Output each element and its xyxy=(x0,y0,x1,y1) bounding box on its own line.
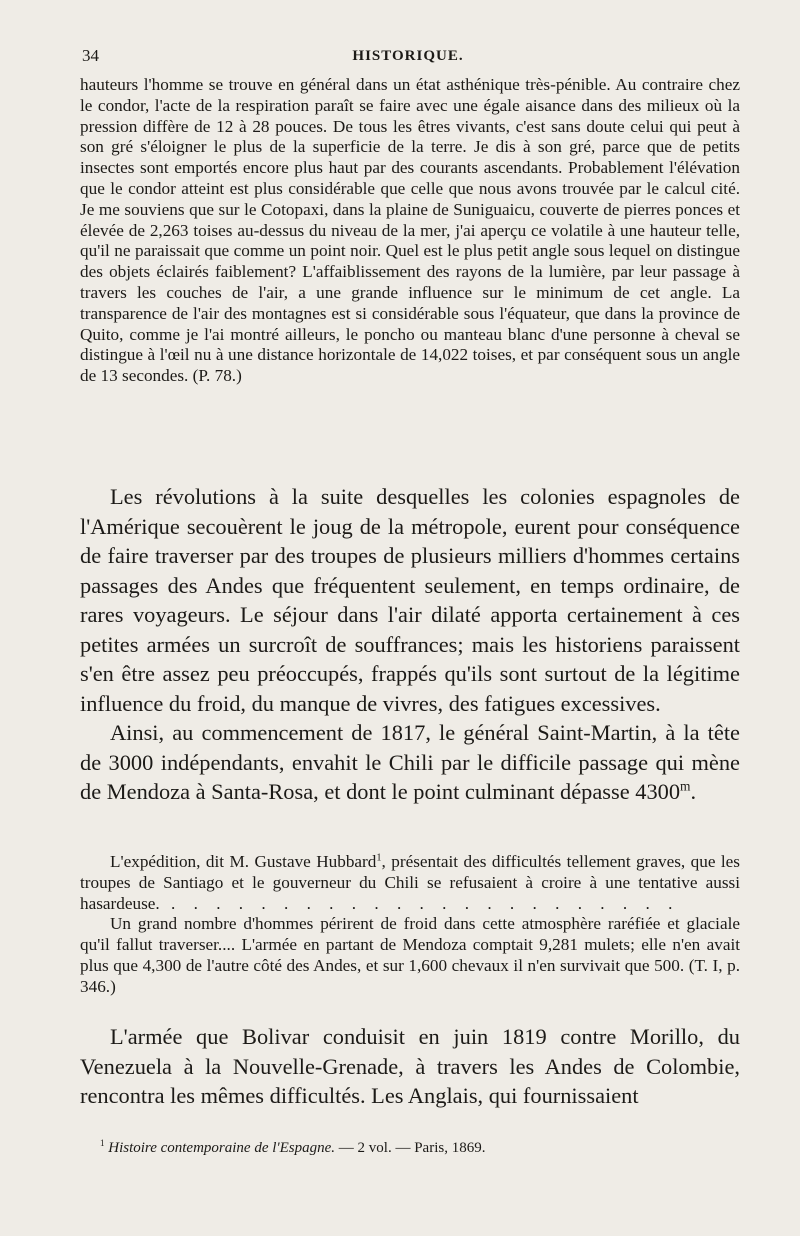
page-header xyxy=(78,46,738,72)
paragraph-text: Les révolutions à la suite desquelles les colonies espagnoles de l'Amérique secouèrent le joug de la métropole, eurent pour conséquence de faire traverser par des troupes de plusieurs milliers d'hommes certains passages des Andes que fréquentent seulement, en temps ordinaire, de rares voyageurs. Le séjour dans l'air dilaté apporta certainement à ces petites armées un surcroît de souffrances; mais les historiens paraissent s'en être assez peu préoccupés, frappés qu'ils sont surtout de la légitime influence du froid, du manque de vivres, des fatigues excessives. xyxy=(80,484,740,716)
body-paragraph-revolutions xyxy=(80,482,740,807)
paragraph xyxy=(80,1022,740,1111)
quote-paragraph-2 xyxy=(80,914,740,997)
quote-text: Un grand nombre d'hommes périrent de froid dans cette atmosphère raréfiée et glaciale qu'il fallut traverser.... L'armée en partant de Mendoza comptait 9,281 mulets; elle n'en avait plus que 4,300 de l'autre côté des Andes, et sur 1,600 chevaux il n'en survivait que 500. (T. I, p. 346.) xyxy=(80,914,740,996)
quote-text: , présentait des difficultés tellement graves, que les troupes de Santiago et le gouverneur du Chili se refusaient à croire à une tentative aussi hasardeuse. xyxy=(80,852,740,913)
quoted-passage-condor xyxy=(80,75,740,387)
unit-superscript: m xyxy=(680,778,691,794)
footnote-details: — 2 vol. — Paris, 1869. xyxy=(335,1140,486,1156)
footnote-ref[interactable]: 1 xyxy=(376,852,382,864)
body-paragraph-bolivar xyxy=(80,1022,740,1111)
footnote xyxy=(100,1138,740,1158)
paragraph-text: L'armée que Bolivar conduisit en juin 1819 contre Morillo, du Venezuela à la Nouvelle-Grenade, à travers les Andes de Colombie, rencontra les mêmes difficultés. Les Anglais, qui fournissaient xyxy=(80,1024,740,1108)
running-head: HISTORIQUE. xyxy=(352,48,464,64)
quote-text: L'expédition, dit M. Gustave Hubbard xyxy=(110,852,377,871)
page-number: 34 xyxy=(82,46,99,65)
ellipsis-dots: . . . . . . . . . . . . . . . . . . . . . . . xyxy=(159,893,680,913)
quoted-passage-hubbard xyxy=(80,852,740,998)
quote-paragraph-1 xyxy=(80,852,740,914)
paragraph xyxy=(80,482,740,718)
paragraph-end: . xyxy=(690,779,697,804)
footnote-title: Histoire contemporaine de l'Espagne. xyxy=(108,1140,336,1156)
footnote-mark: 1 xyxy=(100,1138,105,1148)
quote-text: hauteurs l'homme se trouve en général dans un état asthénique très-pénible. Au contraire chez le condor, l'acte de la respiration paraît se faire avec une égale aisance dans des milieux où la pression diffère de 12 à 28 pouces. De tous les êtres vivants, c'est sans doute celui qui peut à son gré s'éloigner le plus de la superficie de la terre. Je dis à son gré, parce que de petits insectes sont emportés encore plus haut par des courants ascendants. Probablement l'élévation que le condor atteint est plus considérable que celle que nous avons trouvée par le calcul cité. Je me souviens que sur le Cotopaxi, dans la plaine de Suniguaicu, couverte de pierres ponces et élevée de 2,263 toises au-dessus du niveau de la mer, j'ai aperçu ce volatile à une hauteur telle, qu'il ne paraissait que comme un point noir. Quel est le plus petit angle sous lequel on distingue des objets éclairés faiblement? L'affaiblissement des rayons de la lumière, par leur passage à travers les couches de l'air, a une grande influence sur le minimum de cet angle. La transparence de l'air des montagnes est si considérable sous l'équateur, que dans la province de Quito, comme je l'ai montré ailleurs, le poncho ou manteau blanc d'une personne à cheval se distingue à l'œil nu à une distance horizontale de 14,022 toises, et par conséquent sous un angle de 13 secondes. (P. 78.) xyxy=(80,75,740,386)
paragraph-text: Ainsi, au commencement de 1817, le général Saint-Martin, à la tête de 3000 indépendants, envahit le Chili par le difficile passage qui mène de Mendoza à Santa-Rosa, et dont le point culminant dépasse 4300 xyxy=(80,720,740,804)
paragraph-saint-martin xyxy=(80,718,740,807)
